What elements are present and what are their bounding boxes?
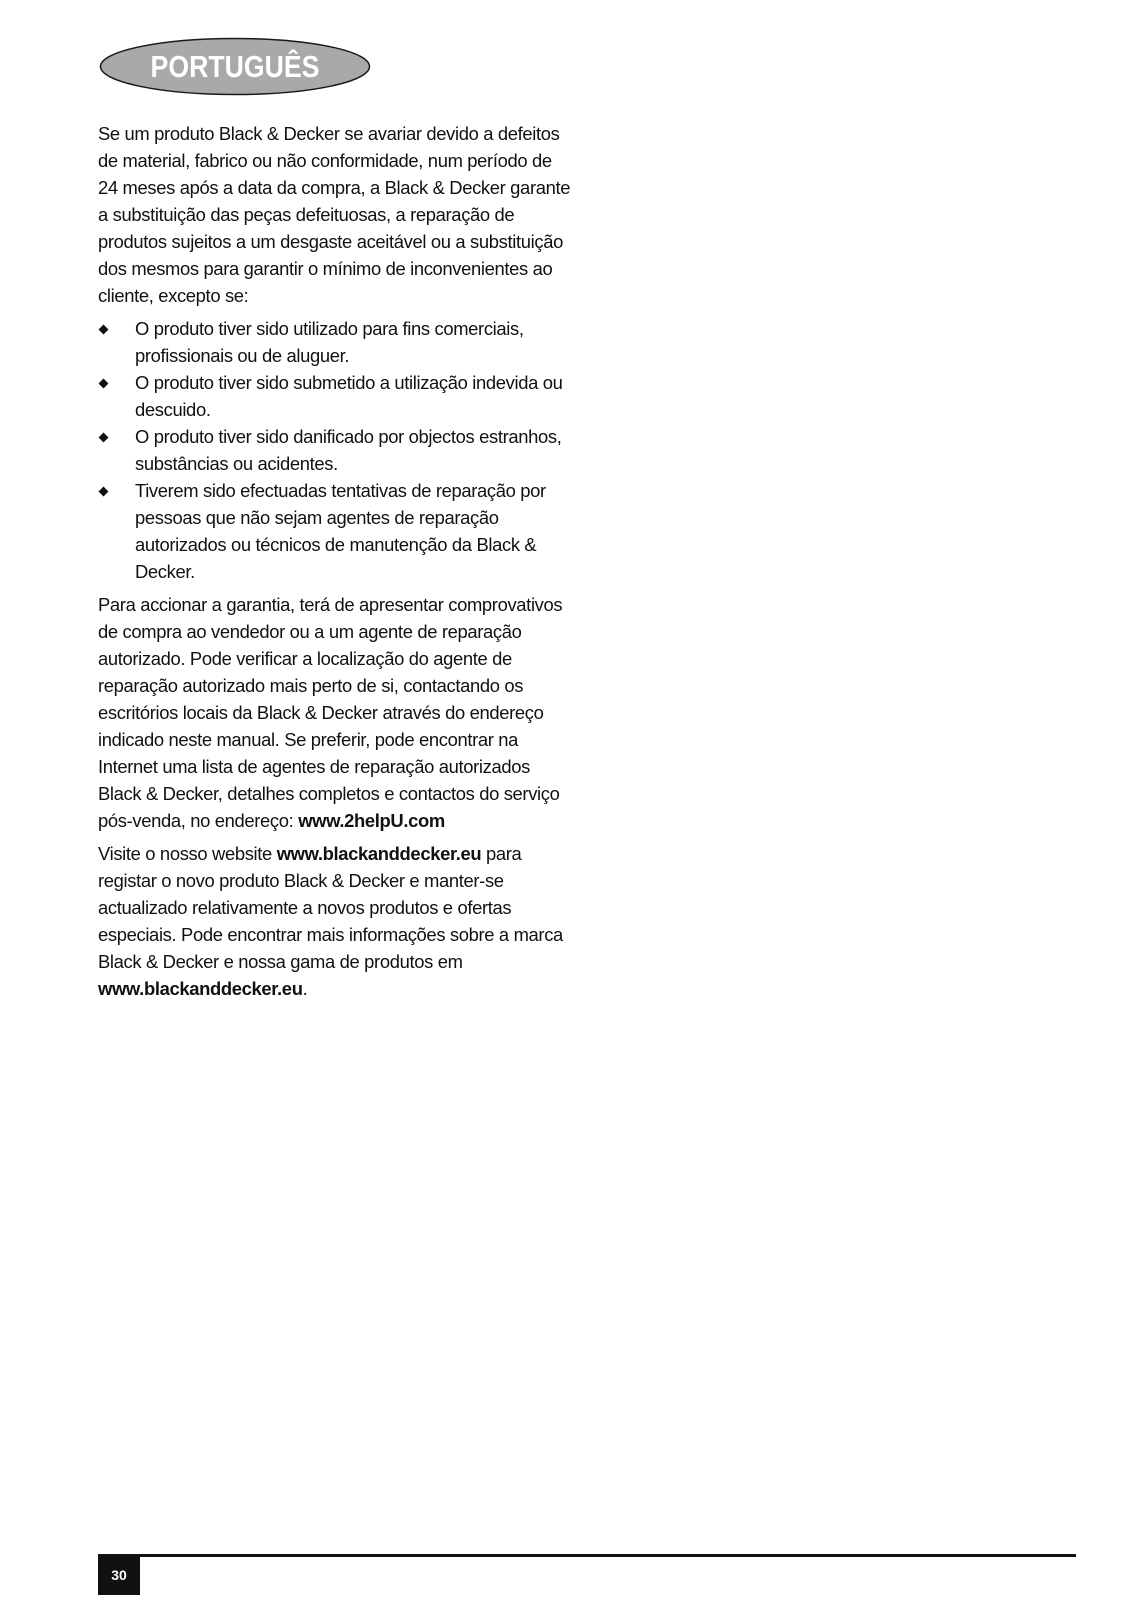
list-item — [98, 477, 576, 585]
website-text: para registar o novo produto Black & Decker e manter-se actualizado relativamente a novos produtos e ofertas especiais. Pode encontrar mais informações sobre a marca Black & Decker e nossa gama de produtos em — [98, 843, 563, 972]
diamond-bullet-icon — [99, 379, 109, 389]
claim-text: Para accionar a garantia, terá de apresentar comprovativos de compra ao vendedor ou a um agente de reparação autorizado. Pode verificar a localização do agente de reparação autorizado mais perto de si, contactando os escritórios locais da Black & Decker através do endereço indicado neste manual. Se preferir, pode encontrar na Internet uma lista de agentes de reparação autorizados Black & Decker, detalhes completos e contactos do serviço pós-venda, no endereço: — [98, 594, 563, 831]
footer-divider — [98, 1554, 1076, 1557]
warranty-text — [98, 120, 576, 1008]
language-title: PORTUGUÊS — [150, 49, 320, 84]
exception-text: O produto tiver sido utilizado para fins comerciais, profissionais ou de aluguer. — [135, 318, 524, 366]
language-badge — [99, 37, 371, 96]
page-number: 30 — [98, 1555, 140, 1595]
website-link-2[interactable]: www.blackanddecker.eu — [98, 978, 303, 999]
diamond-bullet-icon — [99, 325, 109, 335]
service-link[interactable]: www.2helpU.com — [298, 810, 445, 831]
exception-text: O produto tiver sido submetido a utilização indevida ou descuido. — [135, 372, 563, 420]
warranty-claim-paragraph — [98, 591, 576, 834]
diamond-bullet-icon — [99, 433, 109, 443]
exceptions-list — [98, 315, 576, 585]
website-end: . — [302, 978, 308, 999]
list-item — [98, 423, 576, 477]
list-item — [98, 315, 576, 369]
warranty-intro: Se um produto Black & Decker se avariar devido a defeitos de material, fabrico ou não conformidade, num período de 24 meses após a data da compra, a Black & Decker garante a substituição das peças defeituosas, a reparação de produtos sujeitos a um desgaste aceitável ou a substituição dos mesmos para garantir o mínimo de inconvenientes ao cliente, excepto se: — [98, 123, 571, 306]
exception-text: Tiverem sido efectuadas tentativas de reparação por pessoas que não sejam agentes de reparação autorizados ou técnicos de manutenção da Black & Decker. — [135, 480, 546, 582]
list-item — [98, 369, 576, 423]
website-prefix: Visite o nosso website — [98, 843, 277, 864]
diamond-bullet-icon — [99, 487, 109, 497]
exception-text: O produto tiver sido danificado por objectos estranhos, substâncias ou acidentes. — [135, 426, 562, 474]
website-paragraph — [98, 840, 576, 1002]
website-link[interactable]: www.blackanddecker.eu — [276, 843, 482, 864]
